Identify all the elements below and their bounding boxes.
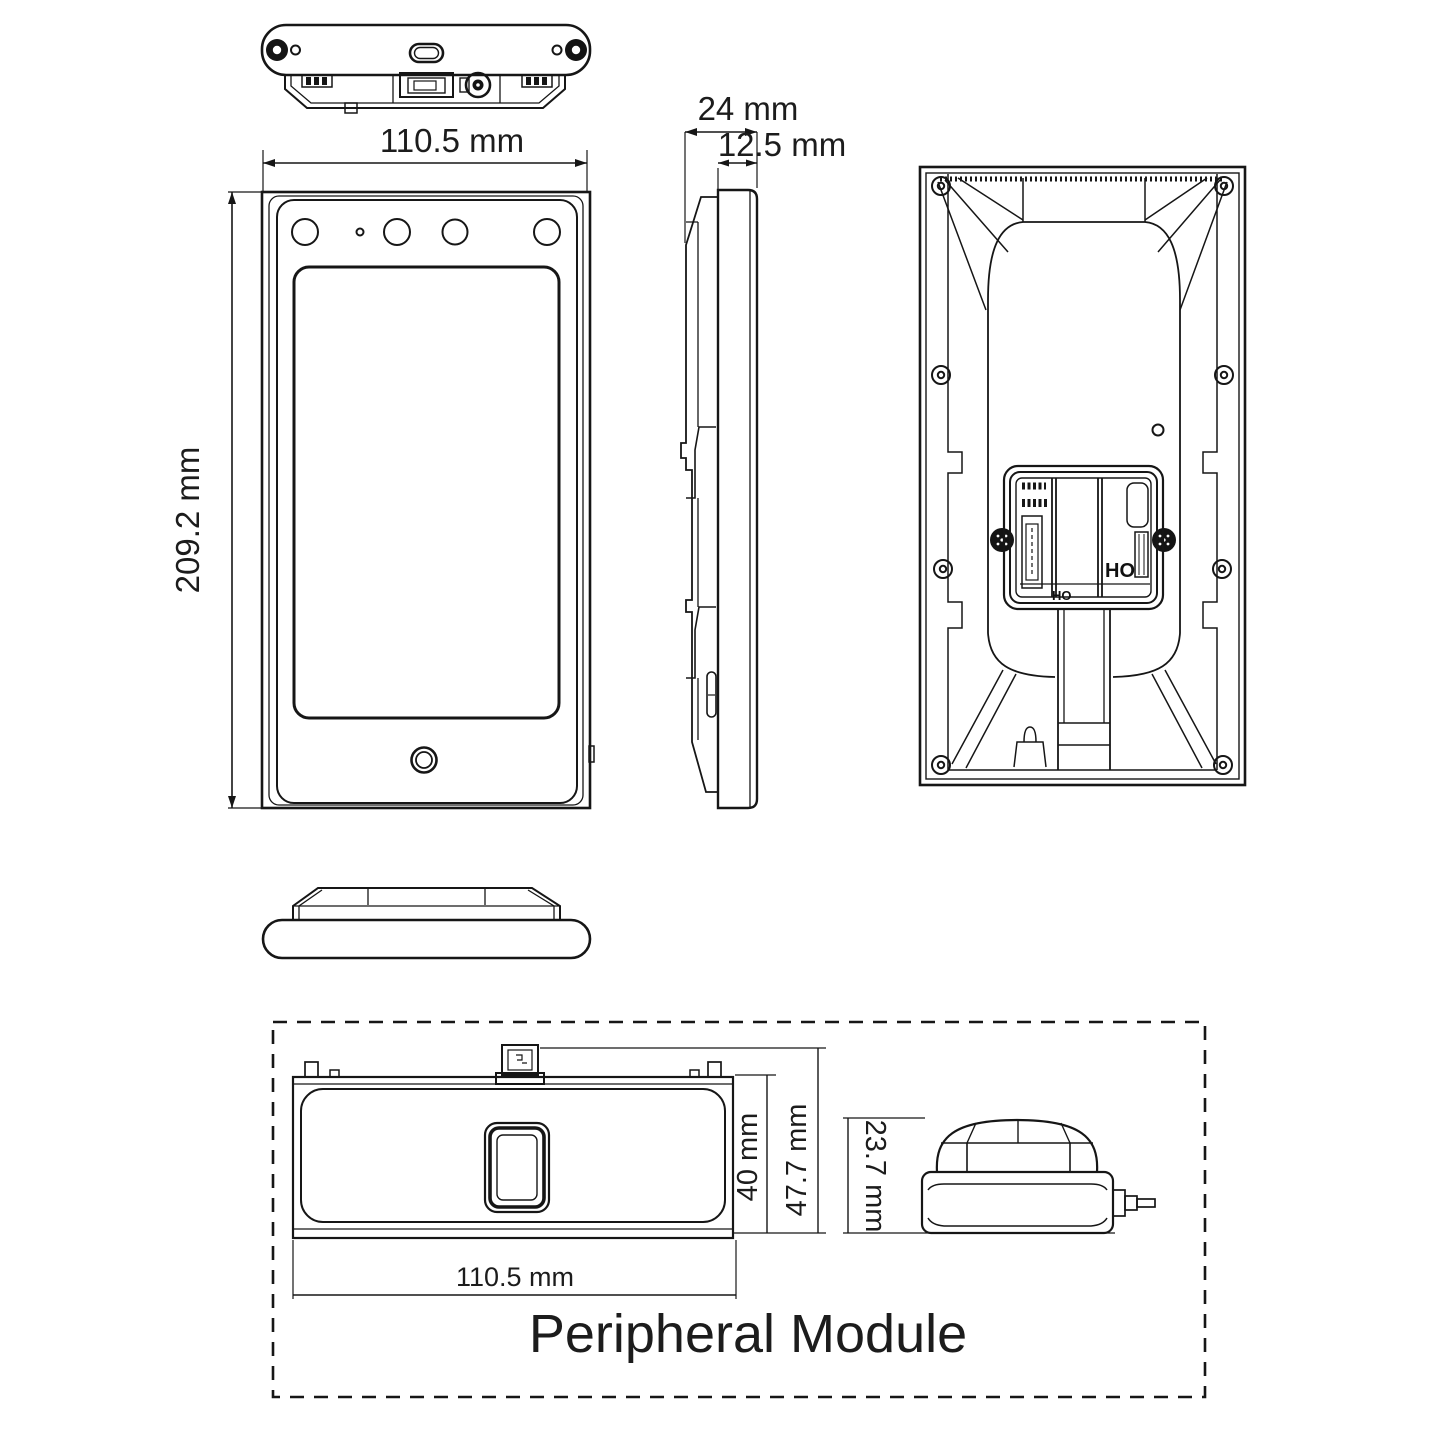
micro-usb-connector-icon [400,73,453,97]
pin-header-right-icon [522,75,552,87]
dim-depth-front-label: 12.5 mm [717,126,847,163]
sensor-circle-2-icon [384,219,410,245]
peripheral-module-title: Peripheral Module [528,1304,968,1364]
front-view [262,192,594,808]
back-top-ribs [938,178,1227,310]
back-connector-bay [990,466,1176,609]
dim-depth-total [685,90,798,243]
side-bump [589,746,594,762]
dim-depth-front [718,126,846,189]
mic-hole-icon [357,229,364,236]
back-bottom-ribs [948,670,1217,770]
port-label: HO [1105,560,1135,582]
top-view [262,25,590,113]
dim-height-main-label: 209.2 mm [169,446,206,594]
screen-area [294,267,559,718]
module-dome [937,1120,1097,1172]
sensor-row [292,219,560,245]
dim-width-main [263,122,587,191]
dim-module-side-height-label: 23.7 mm [859,1119,891,1233]
dim-module-body-height [732,1075,776,1233]
sensor-circle-4-icon [534,219,560,245]
peripheral-module-section [273,1022,1205,1397]
dim-module-width [293,1240,736,1299]
module-side-view [922,1120,1155,1233]
back-view [920,167,1245,785]
back-hole-icon [1153,425,1164,436]
sensor-circle-3-icon [443,220,468,245]
dim-height-main [169,192,262,808]
dim-depth-total-label: 24 mm [697,90,799,127]
dim-module-width-label: 110.5 mm [455,1262,575,1292]
port-label-small: HO [1052,588,1072,603]
side-view-bracket [681,197,718,792]
bottom-view-mount [293,888,560,920]
front-button-icon [412,748,437,773]
module-side-connector-icon [1113,1190,1155,1216]
side-view [681,190,757,808]
module-window-icon [485,1123,549,1212]
pin-header-left-icon [302,75,332,87]
dim-module-total-height [540,1048,826,1233]
module-top-connector-icon [496,1045,544,1084]
dim-module-side-height [843,1118,1115,1233]
dim-module-total-height-label: 47.7 mm [781,1103,813,1217]
dim-width-main-label: 110.5 mm [379,122,525,159]
bottom-view [263,888,590,958]
usb-c-port-icon [410,44,443,62]
module-front-view [293,1045,733,1238]
back-cable-channel [1058,609,1110,770]
sensor-circle-1-icon [292,219,318,245]
back-screw-holes [932,177,1233,774]
dim-module-body-height-label: 40 mm [732,1112,764,1202]
round-jack-icon [460,73,490,97]
